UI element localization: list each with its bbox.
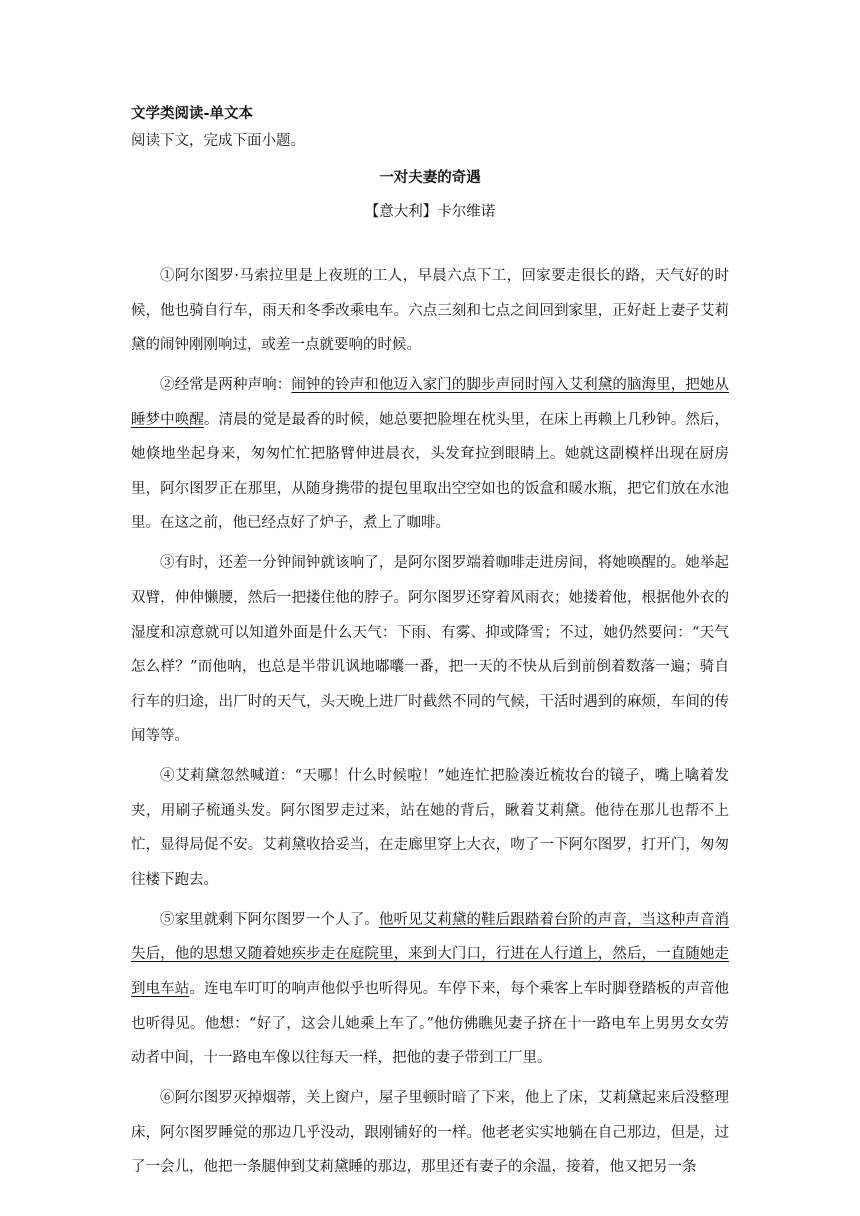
paragraph-text: ⑥阿尔图罗灭掉烟蒂，关上窗户，屋子里顿时暗了下来，他上了床，艾莉黛起来后没整理床，阿尔图罗睡觉的那边几乎没动，跟刚铺好的一样。他老老实实地躺在自己那边，但是，过了一会儿，他把一条腿伸到艾莉黛睡的那边，那里还有妻子的余温，接着，他又把另一条 — [131, 1090, 729, 1176]
paragraph — [131, 259, 729, 363]
instruction-text: 阅读下文，完成下面小题。 — [131, 133, 305, 149]
paragraph — [131, 1081, 729, 1185]
paragraph-text: ①阿尔图罗·马索拉里是上夜班的工人，早晨六点下工，回家要走很长的路，天气好的时候，他也骑自行车，雨天和冬季改乘电车。六点三刻和七点之间回到家里，正好赶上妻子艾莉黛的闹钟刚刚响过，或差一点就要响的时候。 — [131, 268, 729, 354]
paragraph-text: ④艾莉黛忽然喊道：“天哪！什么时候啦！”她连忙把脸凑近梳妆台的镜子，嘴上噙着发夹，用刷子梳通头发。阿尔图罗走过来，站在她的背后，瞅着艾莉黛。他待在那儿也帮不上忙，显得局促不安。艾莉黛收拾妥当，在走廊里穿上大衣，吻了一下阿尔图罗，打开门，匆匆往楼下跑去。 — [131, 768, 729, 888]
paragraph — [131, 546, 729, 754]
article-title: 一对夫妻的奇遇 — [379, 169, 481, 186]
underlined-passage: 闹钟的铃声和他迈入家门的脚步声同时闯入艾利黛的脑海里，把她从睡梦中唤醒 — [131, 377, 729, 428]
paragraph-text: ③有时，还差一分钟闹钟就该响了，是阿尔图罗端着咖啡走进房间，将她唤醒的。她举起双臂，伸伸懒腰，然后一把搂住他的脖子。阿尔图罗还穿着风雨衣；她搂着他，根据他外衣的湿度和凉意就可以知道外面是什么天气：下雨、有雾、抑或降雪；不过，她仍然要问：“天气怎么样？”而他呐，也总是半带讥讽地嘟囔一番，把一天的不快从后到前倒着数落一遍；骑自行车的归途，出厂时的天气，头天晚上进厂时截然不同的气候，干活时遇到的麻烦，车间的传闻等等。 — [131, 555, 729, 745]
paragraph — [131, 903, 729, 1076]
article-body — [131, 259, 729, 1190]
paragraph — [131, 368, 729, 541]
paragraph-text: ②经常是两种声响： — [160, 377, 292, 394]
paragraph-text: 。连电车叮叮的响声他似乎也听得见。车停下来，每个乘客上车时脚登踏板的声音他也听得见。他想：“好了，这会儿她乘上车了。”他仿佛瞧见妻子挤在十一路电车上男男女女劳动者中间，十一路电车像以往每天一样，把他的妻子带到工厂里。 — [131, 981, 730, 1067]
article-author: 【意大利】卡尔维诺 — [364, 204, 496, 220]
underlined-passage: 他听见艾莉黛的鞋后跟踏着台阶的声音，当这种声音消失后，他的思想又随着她疾步走在庭院里，来到大门口，行进在人行道上，然后，一直随她走到电车站 — [131, 911, 730, 998]
paragraph-text: 。清晨的觉是最香的时候，她总要把脸埋在枕头里，在床上再赖上几秒钟。然后，她倏地坐起身来，匆匆忙忙把胳臂伸进晨衣，头发耷拉到眼睛上。她就这副模样出现在厨房里，阿尔图罗正在那里，从随身携带的提包里取出空空如也的饭盒和暖水瓶，把它们放在水池里。在这之前，他已经点好了炉子，煮上了咖啡。 — [131, 411, 729, 532]
paragraph-text: ⑤家里就剩下阿尔图罗一个人了。 — [160, 911, 379, 928]
paragraph — [131, 759, 729, 897]
section-title: 文学类阅读-单文本 — [131, 106, 254, 122]
